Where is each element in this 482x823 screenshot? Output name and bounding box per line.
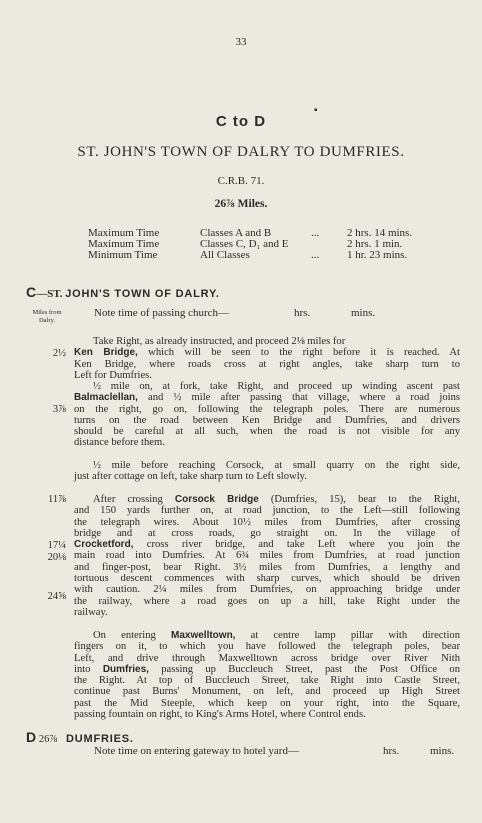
end-letter: D (26, 729, 37, 745)
end-name: DUMFRIES. (66, 733, 134, 745)
paragraph-line: the telegraph wires. About 10½ miles from Dumfries, after crossing (74, 516, 460, 528)
line-text: On entering (93, 630, 171, 641)
paragraph-line: just after cottage on left, take sharp turn to Left slowly. (74, 471, 307, 483)
time-classes: All Classes (200, 249, 250, 261)
page-number: 33 (235, 36, 247, 48)
paragraph-line (74, 630, 460, 641)
milestone: 2½ (52, 348, 66, 359)
paragraph-line: and finger-post, bear Right. 3½ miles from Dumfries, a lengthy and (74, 561, 460, 573)
paragraph-line: Left, and drive through Maxwelltown across bridge over River Nith (74, 652, 460, 664)
directions-paragraph (74, 494, 460, 618)
crb-reference: C.R.B. 71. (217, 175, 265, 187)
directions-paragraph (74, 381, 460, 449)
paragraph-line: should be careful at all such, when the road is not visible for any (74, 426, 460, 438)
time-value: 2 hrs. 1 min. (347, 238, 403, 250)
paragraph-line: the railway, where a road goes on up a hill, take Right under the (74, 595, 460, 607)
place-name: Maxwelltown, (171, 630, 236, 641)
time-dots: ... (311, 249, 320, 261)
start-note-hrs: hrs. (294, 307, 311, 319)
start-note-text: Note time of passing church— (94, 307, 230, 319)
place-name: Corsock Bridge (174, 494, 259, 505)
paragraph-line: turns on the road between Ken Bridge and Dumfries, and drivers (74, 414, 460, 426)
milestone: 17¼ (47, 540, 66, 551)
paragraph-line: tortuous descent commences with sharp curves, which should be driven (74, 573, 460, 585)
start-note (94, 307, 376, 319)
paragraph-line (74, 664, 460, 675)
milestone: 3⅞ (52, 404, 66, 415)
paragraph-line: distance before them. (74, 437, 165, 449)
end-control-heading (26, 729, 134, 745)
paragraph-line: with caution. 2¼ miles from Dumfries, on approaching bridge under (74, 584, 460, 596)
start-letter: C (26, 284, 37, 300)
line-text: After crossing (93, 494, 175, 505)
paragraph-line: Left for Dumfries. (74, 369, 152, 381)
directions-paragraph (74, 630, 460, 720)
line-text: cross river bridge, and take Left where you join the (133, 539, 460, 551)
end-note-hrs: hrs. (383, 745, 400, 757)
end-note-text: Note time on entering gateway to hotel yard— (94, 745, 299, 757)
line-text: passing up Buccleuch Street, past the Post Office on (148, 663, 460, 675)
paragraph-line (74, 494, 460, 505)
time-label: Minimum Time (88, 249, 158, 261)
directions-paragraph (74, 336, 460, 381)
decorative-dot: ▪ (314, 105, 318, 116)
paragraph-line: ½ mile on, at fork, take Right, and proceed up winding ascent past (93, 381, 460, 392)
end-miles: 26⅞ (38, 734, 58, 745)
paragraph-line (74, 392, 460, 403)
place-name: Crocketford, (74, 539, 134, 551)
paragraph-line: Ken Bridge, where roads cross at right angles, take sharp turn to (74, 358, 460, 370)
time-row (88, 249, 438, 262)
line-text: (Dumfries, 15), bear to the Right, (258, 494, 460, 505)
start-control-heading (26, 284, 220, 300)
start-dash: —ST. (36, 288, 63, 300)
paragraph-line: and 150 yards further on, at road junction, to the Left—still following (74, 505, 460, 517)
time-label: Maximum Time (88, 238, 160, 250)
paragraph-line: the Right. At top of Buccleuch Street, take Right into Castle Street, (74, 675, 460, 687)
paragraph-line: ½ mile before reaching Corsock, at small quarry on the right side, (93, 460, 460, 471)
paragraph-line: main road into Dumfries. At 6¾ miles from Dumfries, at road junction (74, 550, 460, 562)
paragraph-line: railway. (74, 606, 108, 618)
milestone: 24⅝ (47, 591, 66, 602)
route-distance: 26⅞ Miles. (214, 198, 268, 210)
paragraph-line (74, 347, 460, 358)
time-value: 1 hr. 23 mins. (347, 249, 408, 261)
line-text: which will be seen to the right before it is reached. At (137, 347, 460, 359)
directions-paragraph (74, 460, 460, 483)
time-dots: ... (311, 227, 320, 239)
milestone: 20⅛ (47, 552, 66, 563)
end-note (94, 745, 455, 757)
place-name: Ken Bridge, (74, 347, 138, 359)
place-name: Dumfries, (102, 663, 149, 675)
paragraph-line: Take Right, as already instructed, and proceed 2⅛ miles for (93, 336, 346, 347)
start-note-mins: mins. (351, 307, 376, 319)
milestone: 11⅞ (48, 494, 66, 505)
paragraph-line: past the Mid Steeple, which keep on your right, into the Square, (74, 697, 460, 709)
paragraph-line: continue past Burns' Monument, on left, and proceed up High Street (74, 686, 460, 698)
paragraph-line: bridge and at cross roads, go straight on. In the village of (74, 527, 460, 539)
time-value: 2 hrs. 14 mins. (347, 227, 413, 239)
start-name: JOHN'S TOWN OF DALRY. (65, 288, 220, 300)
time-classes: Classes A and B (200, 227, 272, 239)
paragraph-line: fingers on it, to which you have followed the telegraph poles, bear (74, 641, 460, 653)
time-label: Maximum Time (88, 227, 160, 239)
place-name: Balmaclellan, (74, 392, 138, 404)
paragraph-line: on the right, go on, following the telegraph poles. There are numerous (74, 403, 460, 415)
paragraph-line (74, 539, 460, 550)
line-text: and ½ mile after passing that village, where a road joins (137, 392, 460, 404)
line-text: at centre lamp pillar with direction (235, 630, 460, 641)
time-classes: Classes C, D₁ and E (200, 238, 289, 250)
line-text: into (74, 663, 103, 675)
paragraph-line: passing fountain on right, to King's Arms Hotel, where Control ends. (74, 709, 366, 721)
miles-from-label: Miles from Dalry. (32, 309, 62, 324)
end-note-mins: mins. (430, 745, 455, 757)
route-code-heading: C to D (215, 113, 267, 130)
route-title: ST. JOHN'S TOWN OF DALRY TO DUMFRIES. (77, 144, 405, 160)
